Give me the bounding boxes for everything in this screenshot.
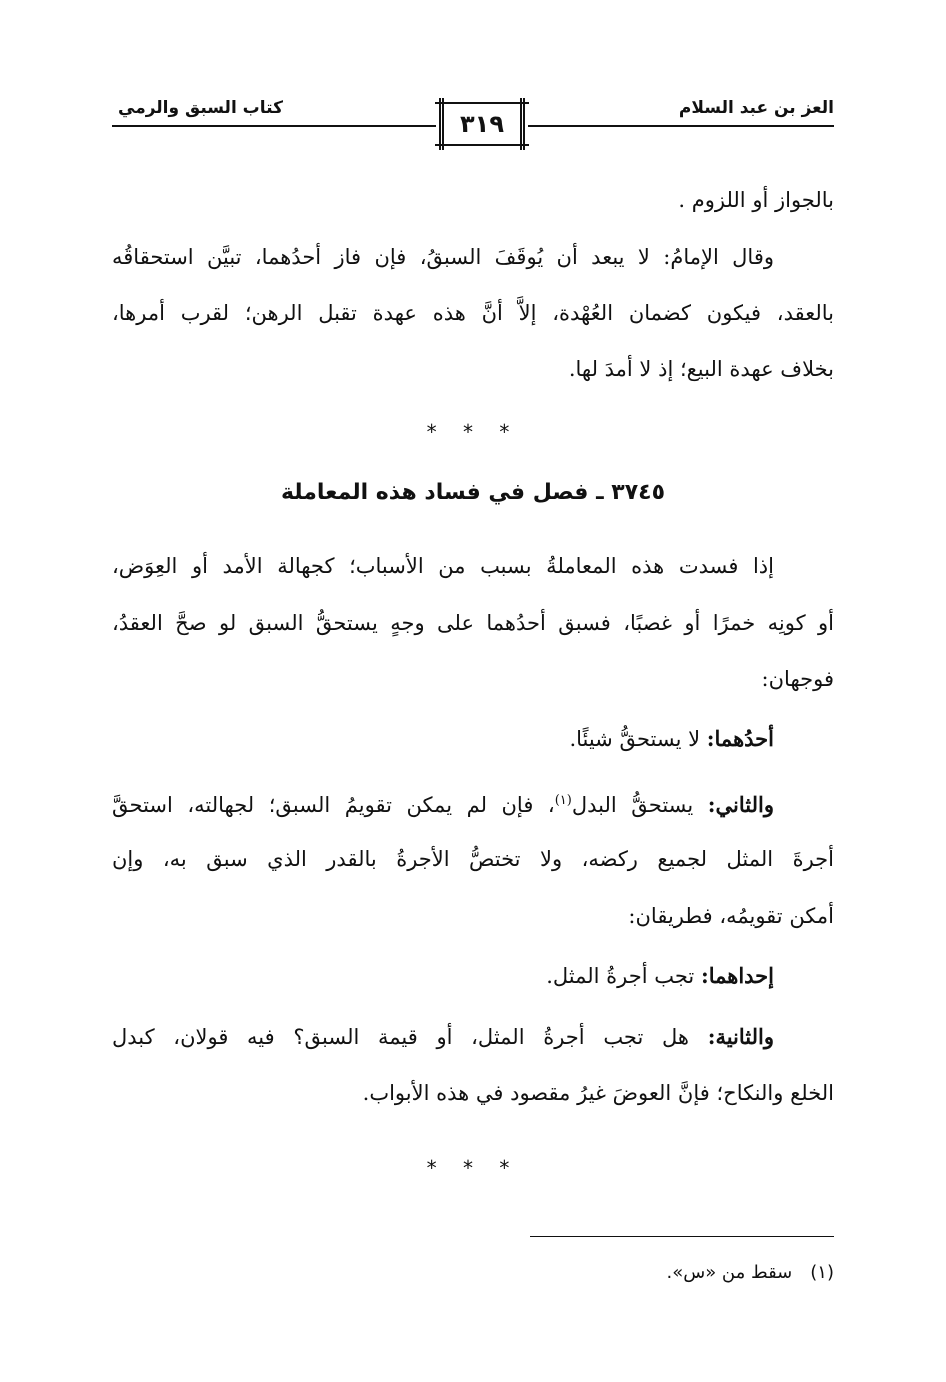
text-line: بالعقد، فيكون كضمان العُهْدة، إلاَّ أنَّ هذه عهدة تقبل الرهن؛ لقرب أمرها، (112, 301, 834, 325)
text-run: تجب أجرةُ المثل. (546, 964, 701, 988)
text-run: لا يستحقُّ شيئًا. (569, 727, 707, 751)
text-line: فوجهان: (761, 667, 834, 691)
text-run: ، فإن لم يمكن تقويمُ السبق؛ لجهالته، استحقَّ (112, 793, 555, 817)
footnote-rule (530, 1236, 834, 1237)
section-separator: * * * (426, 420, 520, 444)
text-run: يستحقُّ البدل (571, 793, 708, 817)
running-header-author: العز بن عبد السلام (678, 98, 834, 118)
text-line (112, 784, 834, 822)
footnote (666, 1262, 834, 1283)
text-line (112, 1020, 834, 1054)
footnote-ref: (١) (554, 793, 572, 808)
page-number: ٣١٩ (460, 110, 504, 138)
text-line: بالجواز أو اللزوم . (678, 188, 834, 212)
footnote-text: سقط من «س». (666, 1262, 793, 1283)
running-header-book: كتاب السبق والرمي (118, 98, 283, 118)
text-line: أو كونِه خمرًا أو غصبًا، فسبق أحدُهما على وجهٍ يستحقُّ السبق لو صحَّ العقدُ، (112, 611, 834, 635)
term-label: أحدُهما: (706, 726, 774, 751)
term-label: والثاني: (707, 792, 774, 817)
text-line: إذا فسدت هذه المعاملةُ بسبب من الأسباب؛ كجهالة الأمد أو العِوَض، (112, 554, 774, 578)
text-line: أجرةَ المثل لجميع ركضه، ولا تختصُّ الأجرةُ بالقدر الذي سبق به، وإن (112, 847, 834, 871)
text-line (112, 722, 834, 756)
section-separator: * * * (426, 1156, 520, 1180)
text-run: هل تجب أجرةُ المثل، أو قيمة السبق؟ فيه قولان، كبدل (112, 1025, 708, 1049)
text-line (112, 959, 834, 993)
term-label: والثانية: (707, 1024, 774, 1049)
text-line: وقال الإمامُ: لا يبعد أن يُوقَفَ السبقُ، فإن فاز أحدُهما، تبيَّن استحقاقُه (112, 245, 774, 269)
text-line: بخلاف عهدة البيع؛ إذ لا أمدَ لها. (568, 357, 834, 381)
page-number-frame (439, 98, 525, 150)
text-line: الخلع والنكاح؛ فإنَّ العوضَ غيرُ مقصود في هذه الأبواب. (362, 1081, 834, 1105)
section-heading: ٣٧٤٥ ـ فصل في فساد هذه المعاملة (280, 480, 666, 505)
header-rule (528, 125, 834, 127)
text-line: أمكن تقويمُه، فطريقان: (628, 904, 834, 928)
term-label: إحداهما: (700, 963, 774, 988)
header-rule (112, 125, 436, 127)
footnote-number: (١) (810, 1262, 834, 1283)
